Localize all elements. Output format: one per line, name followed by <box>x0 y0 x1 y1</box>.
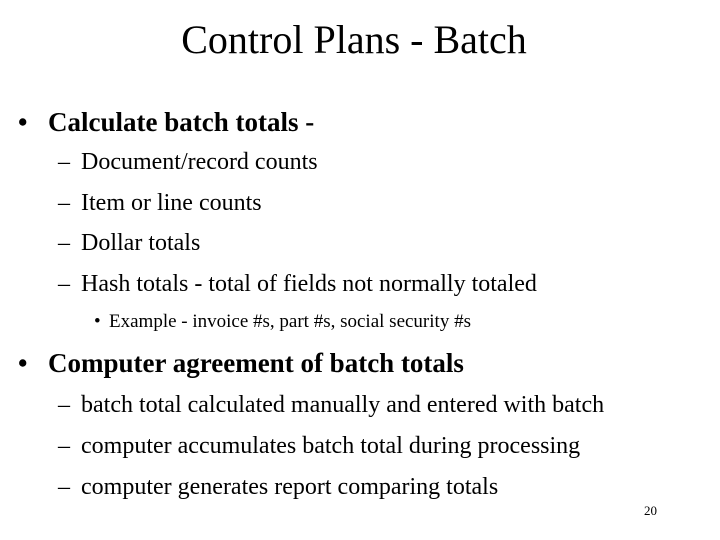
sub-bullet-text: Item or line counts <box>81 190 262 216</box>
bullet-marker: • <box>94 311 101 332</box>
sub-bullet-text: computer accumulates batch total during processing <box>81 433 581 459</box>
dash-marker: – <box>58 230 70 256</box>
bullet-calculate-batch-totals <box>18 106 314 138</box>
bullet-marker: • <box>18 348 28 378</box>
dash-marker: – <box>58 271 70 297</box>
bullet-marker: • <box>18 107 28 137</box>
sub-bullet-dollar-totals <box>58 229 200 257</box>
sub-bullet-text: batch total calculated manually and entered with batch <box>81 392 605 418</box>
dash-marker: – <box>58 392 70 418</box>
sub-bullet-hash-totals <box>58 270 537 298</box>
dash-marker: – <box>58 190 70 216</box>
sub-bullet-text: computer generates report comparing totals <box>81 474 499 500</box>
sub-bullet-computer-accumulates <box>58 432 580 460</box>
slide-title: Control Plans - Batch <box>181 17 527 62</box>
dash-marker: – <box>58 433 70 459</box>
sub-sub-bullet-example <box>94 311 471 333</box>
bullet-text: Calculate batch totals - <box>48 107 315 137</box>
bullet-text: Computer agreement of batch totals <box>48 348 464 378</box>
sub-sub-bullet-text: Example - invoice #s, part #s, social security #s <box>109 311 471 332</box>
slide-number: 20 <box>644 503 657 518</box>
sub-bullet-text: Hash totals - total of fields not normally totaled <box>81 271 537 297</box>
sub-bullet-text: Document/record counts <box>81 149 318 175</box>
sub-bullet-text: Dollar totals <box>81 230 201 256</box>
dash-marker: – <box>58 149 70 175</box>
dash-marker: – <box>58 474 70 500</box>
sub-bullet-batch-total-manual <box>58 391 604 419</box>
sub-bullet-document-counts <box>58 148 318 176</box>
sub-bullet-computer-generates-report <box>58 473 498 501</box>
sub-bullet-item-counts <box>58 189 262 217</box>
bullet-computer-agreement <box>18 347 464 379</box>
